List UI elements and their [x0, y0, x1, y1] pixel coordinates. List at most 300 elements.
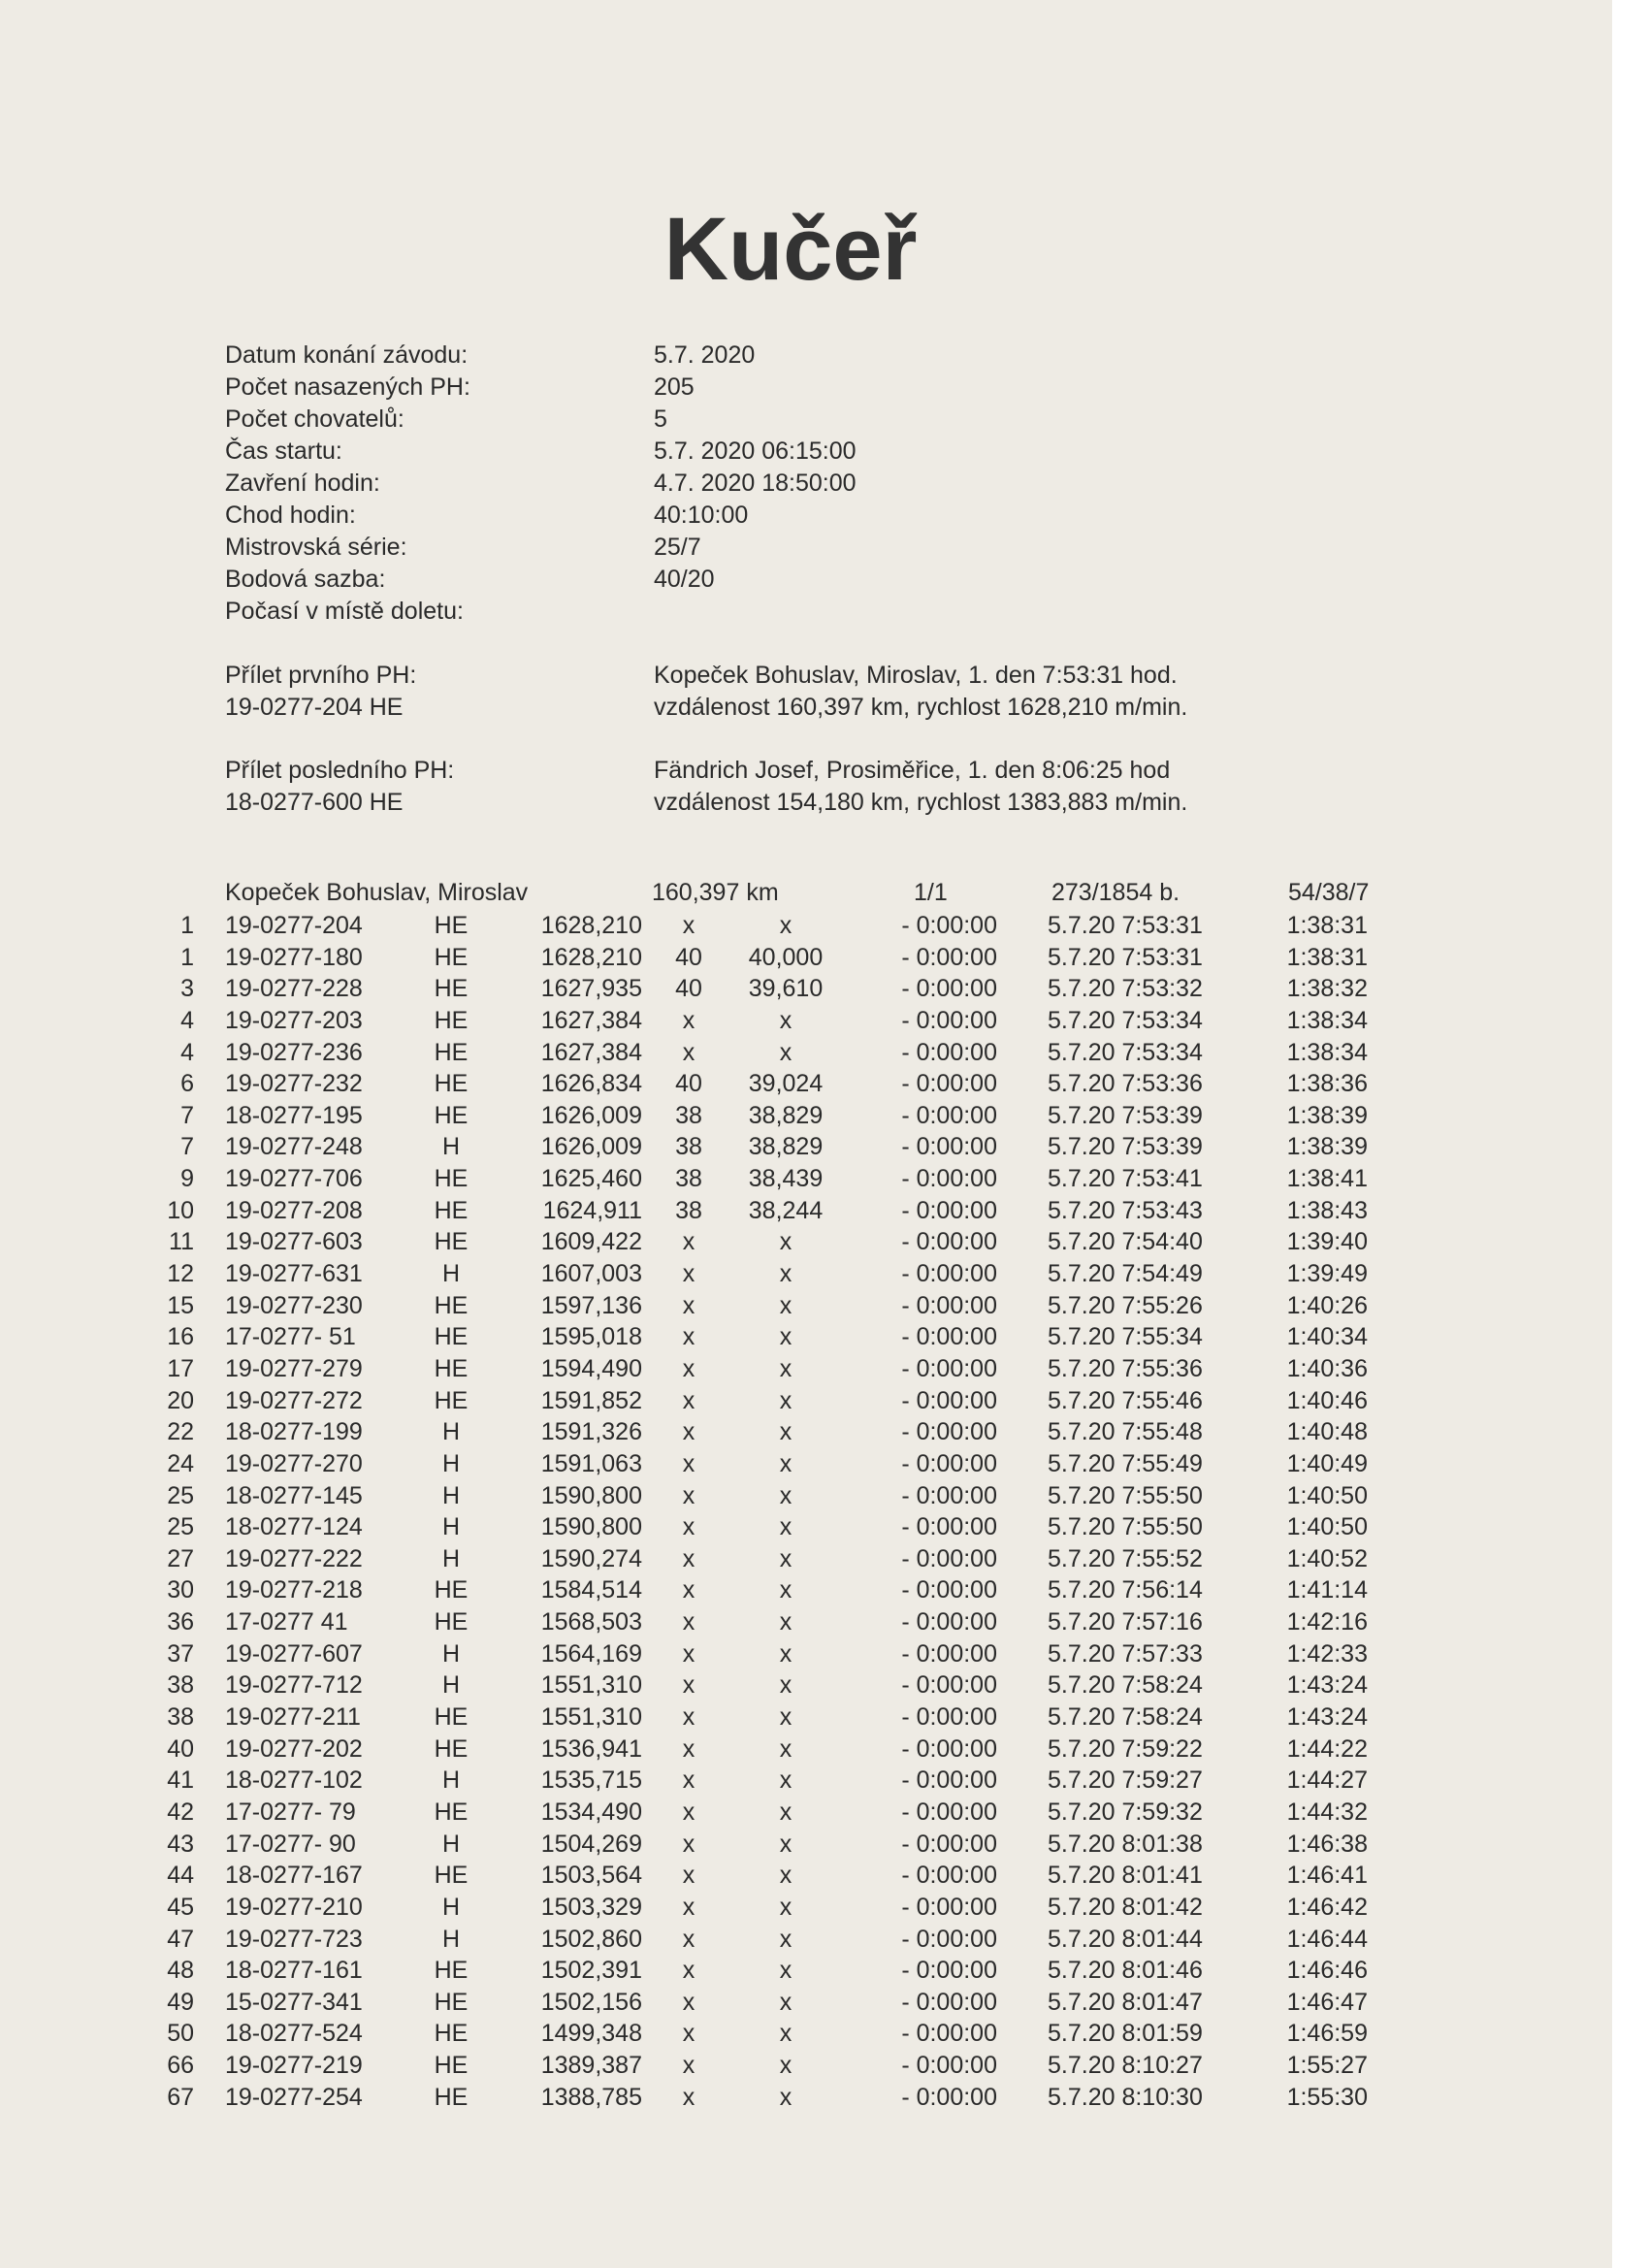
table-row: [0, 1545, 1612, 1577]
result-ring: 18-0277-161: [225, 1957, 363, 1985]
info-value: 5.7. 2020 06:15:00: [654, 437, 857, 465]
result-ring: 18-0277-195: [225, 1101, 363, 1129]
owner-distance: 160,397 km: [652, 879, 779, 906]
result-difference: - 0:00:00: [901, 1608, 997, 1636]
table-row: [0, 1133, 1612, 1165]
result-difference: - 0:00:00: [901, 1671, 997, 1700]
result-points: x: [682, 1734, 695, 1763]
result-points: 38: [675, 1133, 702, 1161]
result-sex: H: [441, 1260, 461, 1288]
result-arrival: 5.7.20 8:01:47: [1048, 1988, 1203, 2016]
result-arrival: 5.7.20 7:55:26: [1048, 1291, 1203, 1319]
result-rank: 67: [167, 2083, 194, 2111]
result-coefficient: 40,000: [748, 943, 824, 971]
result-flight-time: 1:38:32: [1286, 975, 1368, 1003]
result-ring: 19-0277-603: [225, 1228, 363, 1256]
result-rank: 22: [167, 1418, 194, 1446]
result-sex: HE: [434, 912, 469, 939]
result-arrival: 5.7.20 7:57:16: [1048, 1608, 1203, 1636]
table-row: [0, 1798, 1612, 1831]
result-points: x: [682, 2052, 695, 2080]
result-points: x: [682, 912, 695, 939]
result-points: x: [682, 1576, 695, 1604]
result-rank: 25: [167, 1513, 194, 1541]
result-sex: H: [441, 1513, 461, 1541]
result-arrival: 5.7.20 7:55:50: [1048, 1513, 1203, 1541]
result-coefficient: 38,244: [748, 1196, 824, 1224]
result-difference: - 0:00:00: [901, 1323, 997, 1351]
result-flight-time: 1:38:31: [1286, 912, 1368, 939]
info-value: 40:10:00: [654, 502, 749, 529]
result-ring: 19-0277-236: [225, 1038, 363, 1066]
result-speed: 1607,003: [540, 1260, 642, 1288]
result-arrival: 5.7.20 7:54:40: [1048, 1228, 1203, 1256]
result-sex: H: [441, 1639, 461, 1668]
result-rank: 6: [180, 1070, 194, 1098]
result-flight-time: 1:46:41: [1286, 1862, 1368, 1890]
result-points: x: [682, 1481, 695, 1509]
result-ring: 18-0277-167: [225, 1862, 363, 1890]
result-flight-time: 1:38:41: [1286, 1165, 1368, 1193]
result-sex: HE: [434, 2020, 469, 2048]
result-arrival: 5.7.20 7:55:48: [1048, 1418, 1203, 1446]
result-ring: 19-0277-211: [225, 1703, 361, 1732]
result-arrival: 5.7.20 7:55:52: [1048, 1544, 1203, 1572]
result-points: x: [682, 1862, 695, 1890]
table-row: [0, 1735, 1612, 1767]
result-speed: 1502,860: [540, 1925, 642, 1953]
result-ring: 19-0277-706: [225, 1165, 363, 1193]
result-ring: 19-0277-712: [225, 1671, 363, 1700]
table-row: [0, 1513, 1612, 1545]
result-speed: 1628,210: [540, 912, 642, 939]
result-ring: 19-0277-202: [225, 1734, 363, 1763]
result-flight-time: 1:42:33: [1286, 1639, 1368, 1668]
result-arrival: 5.7.20 7:59:22: [1048, 1734, 1203, 1763]
result-flight-time: 1:38:36: [1286, 1070, 1368, 1098]
result-rank: 4: [180, 1006, 194, 1034]
result-points: x: [682, 2083, 695, 2111]
table-row: [0, 1007, 1612, 1039]
result-difference: - 0:00:00: [901, 1165, 997, 1193]
result-coefficient: x: [779, 1260, 792, 1288]
result-difference: - 0:00:00: [901, 1862, 997, 1890]
result-difference: - 0:00:00: [901, 1513, 997, 1541]
result-difference: - 0:00:00: [901, 912, 997, 939]
result-rank: 48: [167, 1957, 194, 1985]
result-ring: 19-0277-723: [225, 1925, 363, 1953]
result-ring: 19-0277-279: [225, 1354, 363, 1382]
table-row: [0, 975, 1612, 1007]
result-rank: 50: [167, 2020, 194, 2048]
result-sex: HE: [434, 1608, 469, 1636]
result-points: x: [682, 1354, 695, 1382]
first-arrival-block: [225, 660, 1292, 724]
result-coefficient: x: [779, 1734, 792, 1763]
result-speed: 1388,785: [540, 2083, 642, 2111]
result-coefficient: 39,024: [748, 1070, 824, 1098]
result-ring: 19-0277-232: [225, 1070, 363, 1098]
result-rank: 27: [167, 1544, 194, 1572]
info-label: Chod hodin:: [225, 502, 356, 529]
last-arrival-ring: 18-0277-600 HE: [225, 789, 404, 816]
result-speed: 1591,326: [540, 1418, 642, 1446]
result-coefficient: x: [779, 1703, 792, 1732]
result-ring: 19-0277-219: [225, 2052, 363, 2080]
table-row: [0, 1355, 1612, 1387]
result-speed: 1584,514: [540, 1576, 642, 1604]
result-rank: 36: [167, 1608, 194, 1636]
table-row: [0, 1165, 1612, 1197]
table-row: [0, 1039, 1612, 1071]
result-sex: H: [441, 1133, 461, 1161]
first-arrival-label: Přílet prvního PH:: [225, 662, 417, 689]
result-coefficient: x: [779, 1386, 792, 1414]
result-points: x: [682, 1323, 695, 1351]
result-rank: 4: [180, 1038, 194, 1066]
info-label: Počet chovatelů:: [225, 405, 404, 433]
result-flight-time: 1:42:16: [1286, 1608, 1368, 1636]
result-speed: 1591,852: [540, 1386, 642, 1414]
result-flight-time: 1:46:38: [1286, 1830, 1368, 1858]
result-sex: H: [441, 1449, 461, 1477]
result-rank: 43: [167, 1830, 194, 1858]
table-row: [0, 1831, 1612, 1863]
result-rank: 30: [167, 1576, 194, 1604]
result-speed: 1594,490: [540, 1354, 642, 1382]
last-arrival-line1: Fändrich Josef, Prosiměřice, 1. den 8:06:25 hod: [654, 757, 1171, 784]
result-coefficient: x: [779, 1639, 792, 1668]
result-ring: 19-0277-218: [225, 1576, 363, 1604]
result-difference: - 0:00:00: [901, 1766, 997, 1795]
result-rank: 10: [167, 1196, 194, 1224]
result-rank: 37: [167, 1639, 194, 1668]
result-speed: 1627,384: [540, 1038, 642, 1066]
result-coefficient: x: [779, 1798, 792, 1826]
result-speed: 1590,800: [540, 1481, 642, 1509]
result-points: x: [682, 1639, 695, 1668]
result-speed: 1609,422: [540, 1228, 642, 1256]
result-flight-time: 1:40:36: [1286, 1354, 1368, 1382]
result-coefficient: x: [779, 1893, 792, 1921]
result-coefficient: x: [779, 2020, 792, 2048]
result-difference: - 0:00:00: [901, 1798, 997, 1826]
result-arrival: 5.7.20 7:53:32: [1048, 975, 1203, 1003]
table-row: [0, 1102, 1612, 1134]
result-flight-time: 1:40:50: [1286, 1513, 1368, 1541]
result-difference: - 0:00:00: [901, 2020, 997, 2048]
result-rank: 42: [167, 1798, 194, 1826]
result-sex: H: [441, 1418, 461, 1446]
table-row: [0, 1576, 1612, 1608]
table-row: [0, 1957, 1612, 1989]
result-difference: - 0:00:00: [901, 1449, 997, 1477]
result-coefficient: x: [779, 1988, 792, 2016]
result-points: x: [682, 1671, 695, 1700]
result-points: x: [682, 1703, 695, 1732]
result-speed: 1504,269: [540, 1830, 642, 1858]
result-difference: - 0:00:00: [901, 1957, 997, 1985]
result-coefficient: x: [779, 1862, 792, 1890]
result-points: x: [682, 2020, 695, 2048]
result-difference: - 0:00:00: [901, 2083, 997, 2111]
info-value: 205: [654, 373, 695, 401]
result-speed: 1502,391: [540, 1957, 642, 1985]
result-speed: 1627,935: [540, 975, 642, 1003]
info-label: Mistrovská série:: [225, 534, 407, 561]
table-row: [0, 1703, 1612, 1735]
result-rank: 40: [167, 1734, 194, 1763]
result-arrival: 5.7.20 7:56:14: [1048, 1576, 1203, 1604]
result-arrival: 5.7.20 7:53:39: [1048, 1133, 1203, 1161]
result-coefficient: x: [779, 1766, 792, 1795]
result-flight-time: 1:43:24: [1286, 1671, 1368, 1700]
result-points: x: [682, 1449, 695, 1477]
result-arrival: 5.7.20 8:01:41: [1048, 1862, 1203, 1890]
result-difference: - 0:00:00: [901, 1006, 997, 1034]
result-speed: 1564,169: [540, 1639, 642, 1668]
result-difference: - 0:00:00: [901, 1418, 997, 1446]
table-row: [0, 1766, 1612, 1798]
result-coefficient: x: [779, 1291, 792, 1319]
result-sex: HE: [434, 1038, 469, 1066]
result-coefficient: x: [779, 1449, 792, 1477]
result-points: x: [682, 1957, 695, 1985]
result-flight-time: 1:38:34: [1286, 1006, 1368, 1034]
result-rank: 45: [167, 1893, 194, 1921]
info-value: 4.7. 2020 18:50:00: [654, 470, 857, 497]
result-speed: 1626,834: [540, 1070, 642, 1098]
result-rank: 38: [167, 1671, 194, 1700]
result-coefficient: x: [779, 1323, 792, 1351]
result-points: 38: [675, 1165, 702, 1193]
result-rank: 7: [180, 1133, 194, 1161]
info-value: 40/20: [654, 566, 715, 593]
result-ring: 17-0277 41: [225, 1608, 348, 1636]
result-arrival: 5.7.20 7:53:43: [1048, 1196, 1203, 1224]
info-label: Bodová sazba:: [225, 566, 386, 593]
result-flight-time: 1:38:34: [1286, 1038, 1368, 1066]
result-arrival: 5.7.20 7:53:31: [1048, 943, 1203, 971]
result-speed: 1627,384: [540, 1006, 642, 1034]
table-row: [0, 1418, 1612, 1450]
table-row: [0, 1608, 1612, 1640]
result-coefficient: x: [779, 1481, 792, 1509]
owner-name: Kopeček Bohuslav, Miroslav: [225, 879, 529, 906]
result-difference: - 0:00:00: [901, 1703, 997, 1732]
result-rank: 1: [180, 943, 194, 971]
result-flight-time: 1:39:49: [1286, 1260, 1368, 1288]
result-coefficient: x: [779, 2083, 792, 2111]
result-points: x: [682, 1038, 695, 1066]
result-arrival: 5.7.20 8:01:44: [1048, 1925, 1203, 1953]
table-row: [0, 1862, 1612, 1894]
table-row: [0, 944, 1612, 976]
result-rank: 9: [180, 1165, 194, 1193]
owner-ratio: 1/1: [914, 879, 948, 906]
info-value: 5.7. 2020: [654, 341, 756, 369]
result-ring: 19-0277-272: [225, 1386, 363, 1414]
result-points: x: [682, 1513, 695, 1541]
result-flight-time: 1:40:34: [1286, 1323, 1368, 1351]
result-ring: 18-0277-524: [225, 2020, 363, 2048]
result-coefficient: x: [779, 912, 792, 939]
result-difference: - 0:00:00: [901, 1544, 997, 1572]
result-arrival: 5.7.20 7:58:24: [1048, 1703, 1203, 1732]
owner-points: 273/1854 b.: [1051, 879, 1180, 906]
result-rank: 16: [167, 1323, 194, 1351]
result-arrival: 5.7.20 7:59:32: [1048, 1798, 1203, 1826]
result-points: x: [682, 1006, 695, 1034]
result-speed: 1503,564: [540, 1862, 642, 1890]
result-coefficient: x: [779, 1830, 792, 1858]
owner-header: [0, 879, 1612, 910]
result-speed: 1551,310: [540, 1671, 642, 1700]
result-sex: HE: [434, 1576, 469, 1604]
result-points: x: [682, 1988, 695, 2016]
result-flight-time: 1:38:31: [1286, 943, 1368, 971]
result-sex: H: [441, 1925, 461, 1953]
result-flight-time: 1:46:47: [1286, 1988, 1368, 2016]
result-ring: 19-0277-204: [225, 912, 363, 939]
result-arrival: 5.7.20 7:54:49: [1048, 1260, 1203, 1288]
results-table: [0, 912, 1612, 2115]
result-points: x: [682, 1544, 695, 1572]
table-row: [0, 1070, 1612, 1102]
result-ring: 18-0277-145: [225, 1481, 363, 1509]
info-label: Počet nasazených PH:: [225, 373, 470, 401]
result-difference: - 0:00:00: [901, 1386, 997, 1414]
result-points: x: [682, 1893, 695, 1921]
result-sex: HE: [434, 2052, 469, 2080]
info-label: Počasí v místě doletu:: [225, 598, 464, 625]
result-difference: - 0:00:00: [901, 1291, 997, 1319]
result-speed: 1590,800: [540, 1513, 642, 1541]
result-speed: 1503,329: [540, 1893, 642, 1921]
result-rank: 3: [180, 975, 194, 1003]
result-flight-time: 1:46:46: [1286, 1957, 1368, 1985]
result-sex: HE: [434, 1196, 469, 1224]
table-row: [0, 1671, 1612, 1703]
result-difference: - 0:00:00: [901, 1196, 997, 1224]
result-speed: 1591,063: [540, 1449, 642, 1477]
result-coefficient: 39,610: [748, 975, 824, 1003]
result-flight-time: 1:44:32: [1286, 1798, 1368, 1826]
result-ring: 19-0277-270: [225, 1449, 363, 1477]
result-arrival: 5.7.20 7:59:27: [1048, 1766, 1203, 1795]
result-sex: HE: [434, 1165, 469, 1193]
info-label: Čas startu:: [225, 437, 342, 465]
result-points: x: [682, 1260, 695, 1288]
result-sex: HE: [434, 1006, 469, 1034]
result-difference: - 0:00:00: [901, 1228, 997, 1256]
result-speed: 1535,715: [540, 1766, 642, 1795]
result-points: x: [682, 1291, 695, 1319]
result-difference: - 0:00:00: [901, 1925, 997, 1953]
info-label: Datum konání závodu:: [225, 341, 469, 369]
page-title: Kučeř: [663, 200, 918, 299]
result-flight-time: 1:41:14: [1286, 1576, 1368, 1604]
result-rank: 20: [167, 1386, 194, 1414]
result-coefficient: x: [779, 1608, 792, 1636]
first-arrival-line1: Kopeček Bohuslav, Miroslav, 1. den 7:53:31 hod.: [654, 662, 1178, 689]
info-value: 25/7: [654, 534, 701, 561]
result-sex: HE: [434, 1354, 469, 1382]
result-ring: 17-0277- 90: [225, 1830, 356, 1858]
result-coefficient: x: [779, 1576, 792, 1604]
result-arrival: 5.7.20 7:55:50: [1048, 1481, 1203, 1509]
table-row: [0, 2052, 1612, 2084]
result-arrival: 5.7.20 8:01:38: [1048, 1830, 1203, 1858]
result-points: x: [682, 1766, 695, 1795]
result-sex: HE: [434, 1798, 469, 1826]
result-ring: 19-0277-248: [225, 1133, 363, 1161]
result-arrival: 5.7.20 7:55:49: [1048, 1449, 1203, 1477]
result-arrival: 5.7.20 7:53:34: [1048, 1006, 1203, 1034]
result-points: x: [682, 1925, 695, 1953]
result-ring: 17-0277- 51: [225, 1323, 356, 1351]
result-ring: 18-0277-102: [225, 1766, 363, 1795]
result-speed: 1625,460: [540, 1165, 642, 1193]
result-coefficient: 38,439: [748, 1165, 824, 1193]
last-arrival-label: Přílet posledního PH:: [225, 757, 455, 784]
result-coefficient: x: [779, 1354, 792, 1382]
table-row: [0, 1926, 1612, 1958]
result-difference: - 0:00:00: [901, 975, 997, 1003]
result-arrival: 5.7.20 8:10:27: [1048, 2052, 1203, 2080]
result-sex: HE: [434, 2083, 469, 2111]
result-points: 40: [675, 975, 702, 1003]
table-row: [0, 2020, 1612, 2052]
result-ring: 19-0277-631: [225, 1260, 363, 1288]
result-rank: 38: [167, 1703, 194, 1732]
result-rank: 24: [167, 1449, 194, 1477]
result-flight-time: 1:44:22: [1286, 1734, 1368, 1763]
result-sex: H: [441, 1481, 461, 1509]
result-ring: 19-0277-222: [225, 1544, 363, 1572]
result-coefficient: x: [779, 1006, 792, 1034]
result-speed: 1551,310: [540, 1703, 642, 1732]
result-difference: - 0:00:00: [901, 1101, 997, 1129]
result-arrival: 5.7.20 7:58:24: [1048, 1671, 1203, 1700]
result-ring: 19-0277-254: [225, 2083, 363, 2111]
result-rank: 1: [180, 912, 194, 939]
first-arrival-ring: 19-0277-204 HE: [225, 694, 404, 721]
table-row: [0, 912, 1612, 944]
table-row: [0, 1228, 1612, 1260]
result-rank: 49: [167, 1988, 194, 2016]
result-flight-time: 1:40:49: [1286, 1449, 1368, 1477]
result-flight-time: 1:40:50: [1286, 1481, 1368, 1509]
result-flight-time: 1:55:27: [1286, 2052, 1368, 2080]
result-coefficient: x: [779, 1925, 792, 1953]
result-coefficient: x: [779, 1957, 792, 1985]
last-arrival-block: [225, 755, 1292, 819]
result-speed: 1590,274: [540, 1544, 642, 1572]
result-arrival: 5.7.20 7:53:31: [1048, 912, 1203, 939]
result-sex: HE: [434, 1070, 469, 1098]
info-value: 5: [654, 405, 667, 433]
result-speed: 1499,348: [540, 2020, 642, 2048]
result-difference: - 0:00:00: [901, 1070, 997, 1098]
result-points: x: [682, 1228, 695, 1256]
table-row: [0, 1323, 1612, 1355]
result-coefficient: x: [779, 1513, 792, 1541]
result-speed: 1628,210: [540, 943, 642, 971]
table-row: [0, 2084, 1612, 2116]
result-difference: - 0:00:00: [901, 2052, 997, 2080]
info-label: Zavření hodin:: [225, 470, 380, 497]
